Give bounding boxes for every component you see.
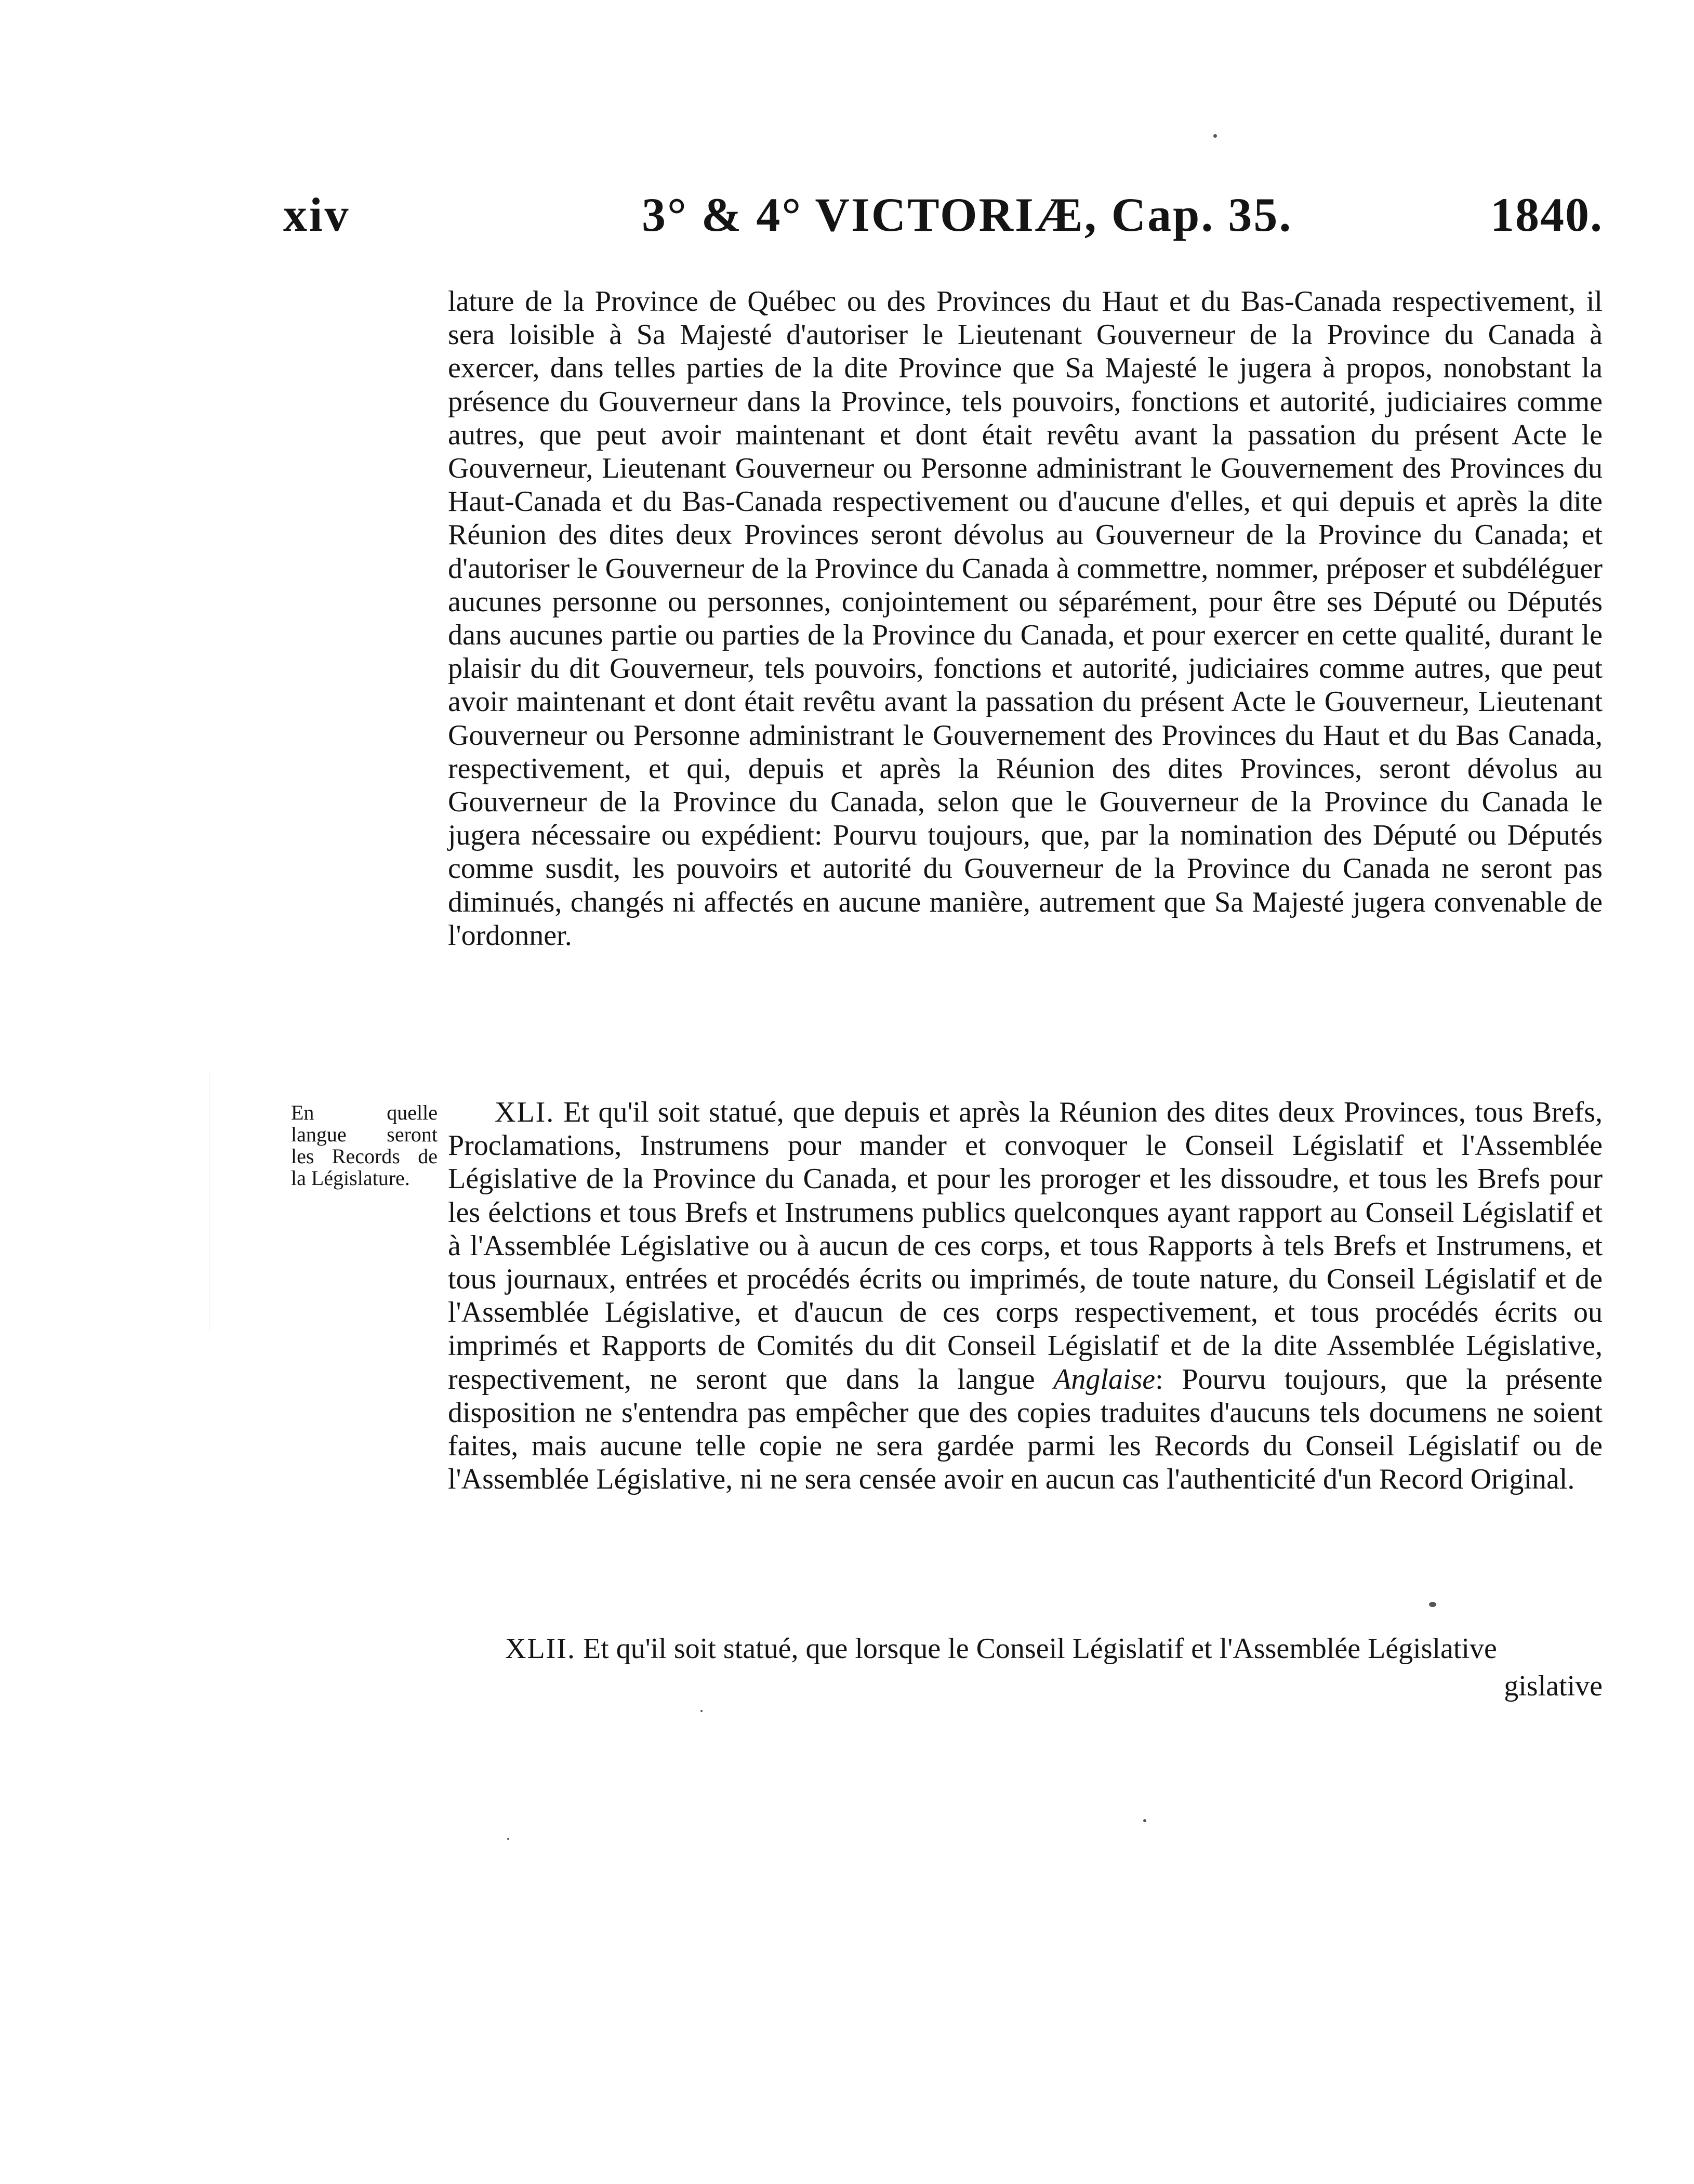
ink-speck	[507, 1838, 509, 1840]
paragraph-continuation	[448, 285, 1603, 952]
act-title: 3° & 4° VICTORIÆ, Cap. 35.	[642, 188, 1293, 241]
section-text-part: : Pourvu toujours, que la présente disposition ne s'entendra pas empêcher que des copies traduites d'aucuns tels documens ne soient faites, mais aucune telle copie ne sera gardée parmi les Records du Conseil Législatif ou de l'Assemblée Législative, ni ne sera censée avoir en aucun cas l'authenticité d'un Record Original.	[448, 1363, 1603, 1496]
ink-speck	[1213, 134, 1217, 138]
page-number: xiv	[283, 188, 351, 241]
ink-speck	[1143, 1819, 1146, 1822]
catchword: gislative	[1504, 1670, 1603, 1702]
paragraph-text: lature de la Province de Québec ou des Provinces du Haut et du Bas-Canada respectivement, il sera loisible à Sa Majesté d'autoriser le Lieutenant Gouverneur de la Province du Canada à exercer, dans telles parties de la dite Province que Sa Majesté le jugera à propos, nonobstant la présence du Gouverneur dans la Province, tels pouvoirs, fonctions et autorité, judiciaires comme autres, que peut avoir maintenant et dont était revêtu avant la passation du présent Acte le Gouverneur, Lieutenant Gouverneur ou Personne administrant le Gouvernement des Provinces du Haut-Canada et du Bas-Canada respectivement ou d'aucune d'elles, et qui depuis et après la dite Réunion des dites deux Provinces seront dévolus au Gouverneur de la Province du Canada; et d'autoriser le Gouverneur de la Province du Canada à commettre, nommer, préposer et subdéléguer aucunes personne ou personnes, conjointement ou séparément, pour être ses Député ou Députés dans aucunes partie ou parties de la Province du Canada, et pour exercer en cette qualité, durant le plaisir du dit Gouverneur, tels pouvoirs, fonctions et autorité, judiciaires comme autres, que peut avoir maintenant et dont était revêtu avant la passation du présent Acte le Gouverneur, Lieutenant Gouverneur ou Personne administrant le Gouvernement des Provinces du Haut et du Bas Canada, respectivement, et qui, depuis et après la Réunion des dites Provinces, seront dévolus au Gouverneur de la Province du Canada, selon que le Gouverneur de la Province du Canada le jugera nécessaire ou expédient: Pourvu toujours, que, par la nomination des Député ou Députés comme susdit, les pouvoirs et autorité du Gouverneur de la Province du Canada ne seront pas diminués, changés ni affectés en aucune manière, autrement que Sa Majesté jugera convenable de l'ordonner.	[448, 285, 1603, 952]
marginal-note	[291, 1102, 438, 1189]
section-number: XLII.	[505, 1633, 576, 1665]
section-xli	[448, 1096, 1603, 1496]
section-xli-text	[448, 1096, 1603, 1496]
running-header	[283, 187, 1603, 244]
header-year: 1840.	[1490, 188, 1603, 241]
marginal-note-line: les Records de	[291, 1144, 438, 1168]
italic-term: Anglaise	[1053, 1363, 1156, 1396]
section-text-part: Et qu'il soit statué, que lorsque le Conseil Législatif et l'Assemblée Législative	[575, 1633, 1497, 1665]
marginal-note-line: langue seront	[291, 1123, 438, 1146]
section-text-part: Et qu'il soit statué, que depuis et après la Réunion des dites deux Provinces, tous Brefs, Proclamations, Instrumens pour mander et convoquer le Conseil Législatif et l'Assemblée Législative de la Province du Canada, et pour les proroger et les dissoudre, et tous les Brefs pour les éelctions et tous Brefs et Instrumens publics quelconques ayant rapport au Conseil Législatif et à l'Assemblée Législative ou à aucun de ces corps, et tous Rapports à tels Brefs et Instrumens, et tous journaux, entrées et procédés écrits ou imprimés, de toute nature, du Conseil Législatif et de l'Assemblée Législative, et d'aucun de ces corps respectivement, et tous procédés écrits ou imprimés et Rapports de Comités du dit Conseil Législatif et de la dite Assemblée Législative, respectivement, ne seront que dans la langue	[448, 1096, 1603, 1396]
marginal-note-line: En quelle	[291, 1101, 438, 1124]
section-xlii-text	[448, 1632, 1603, 1665]
ink-speck	[1429, 1602, 1436, 1607]
marginal-note-line: la Législature.	[291, 1166, 410, 1190]
section-xlii	[448, 1632, 1603, 1665]
section-number: XLI.	[495, 1096, 555, 1128]
ink-speck	[700, 1710, 703, 1712]
